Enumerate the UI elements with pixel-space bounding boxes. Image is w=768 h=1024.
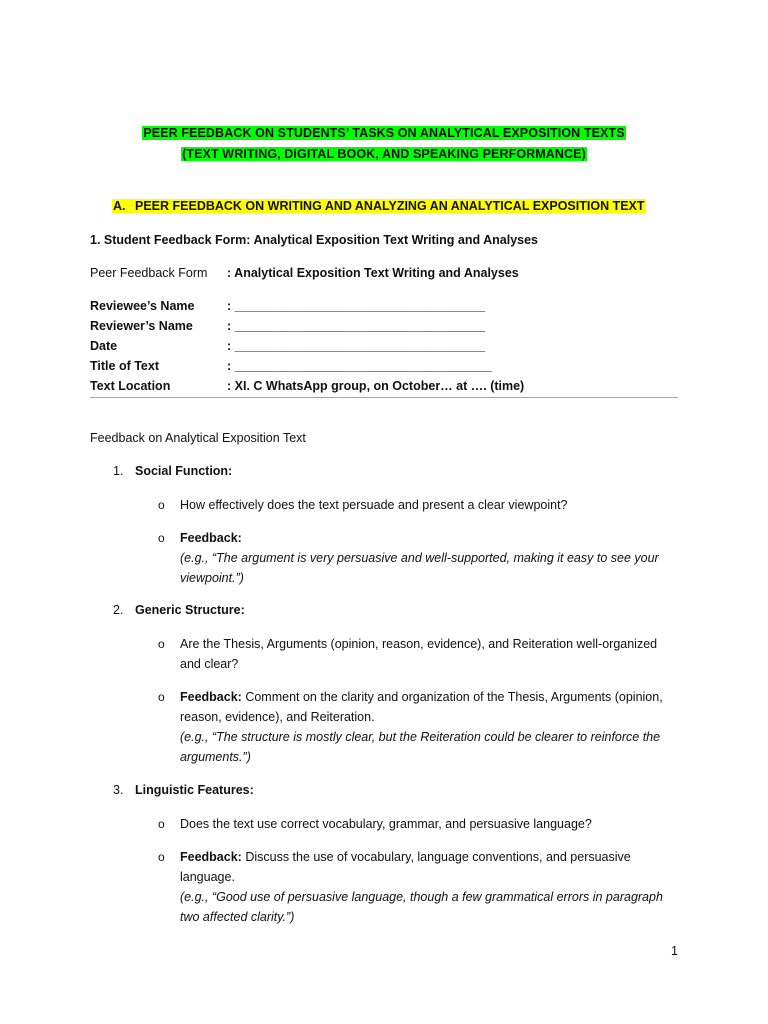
form-label: Date [90, 339, 118, 353]
bullet-question [158, 814, 668, 834]
form-row-peer-feedback-form [90, 266, 519, 280]
reviewer-name-field: : ____________________________________ [227, 319, 485, 333]
form-label: Reviewee’s Name [90, 299, 195, 313]
question-text: How effectively does the text persuade and present a clear viewpoint? [180, 498, 568, 512]
form-label: Peer Feedback Form [90, 266, 208, 280]
form-row-date [90, 339, 485, 353]
question-text: Does the text use correct vocabulary, grammar, and persuasive language? [180, 817, 592, 831]
feedback-text [180, 847, 668, 927]
bullet-feedback [158, 847, 668, 927]
document-title-line-1 [0, 126, 768, 140]
feedback-example: (e.g., “The structure is mostly clear, but the Reiteration could be clearer to reinforce the arguments.”) [180, 730, 661, 764]
date-field: : ____________________________________ [227, 339, 485, 353]
item-number: 1. [113, 464, 124, 478]
bullet-feedback [158, 687, 668, 767]
feedback-text [180, 687, 668, 767]
bullet-circle-icon: o [158, 817, 165, 831]
text-location-value: : XI. C WhatsApp group, on October… at …. (time) [227, 379, 525, 393]
bullet-circle-icon: o [158, 850, 165, 864]
item-label: Linguistic Features: [135, 783, 254, 797]
form-row-text-location [90, 379, 524, 393]
feedback-description: Discuss the use of vocabulary, language conventions, and persuasive language. [180, 850, 631, 884]
numbered-item-social-function [113, 464, 232, 478]
title-highlight: (TEXT WRITING, DIGITAL BOOK, AND SPEAKING PERFORMANCE) [182, 147, 586, 161]
bullet-question [158, 634, 668, 674]
title-of-text-field: : _____________________________________ [227, 359, 492, 373]
section-a-highlight [112, 199, 646, 213]
feedback-section-title: Feedback on Analytical Exposition Text [90, 431, 306, 445]
form-row-reviewee [90, 299, 485, 313]
section-a-number: A. [113, 199, 126, 213]
item-number: 3. [113, 783, 124, 797]
section-a-label: PEER FEEDBACK ON WRITING AND ANALYZING AN ANALYTICAL EXPOSITION TEXT [135, 199, 645, 213]
reviewee-name-field: : ____________________________________ [227, 299, 485, 313]
page-number: 1 [671, 944, 678, 958]
form-label: Text Location [90, 379, 171, 393]
form-heading: 1. Student Feedback Form: Analytical Exposition Text Writing and Analyses [90, 233, 539, 247]
document-title-line-2 [0, 147, 768, 161]
bullet-circle-icon: o [158, 531, 165, 545]
bullet-question [158, 495, 668, 515]
feedback-text [180, 528, 668, 588]
item-number: 2. [113, 603, 124, 617]
feedback-label: Feedback: [180, 531, 242, 545]
form-row-reviewer [90, 319, 485, 333]
title-highlight: PEER FEEDBACK ON STUDENTS’ TASKS ON ANALYTICAL EXPOSITION TEXTS [143, 126, 625, 140]
item-label: Social Function: [135, 464, 233, 478]
form-label: Reviewer’s Name [90, 319, 193, 333]
numbered-item-generic-structure [113, 603, 245, 617]
bullet-circle-icon: o [158, 637, 165, 651]
section-a-heading [112, 199, 646, 213]
question-text: Are the Thesis, Arguments (opinion, reason, evidence), and Reiteration well-organized and clear? [180, 637, 658, 671]
item-label: Generic Structure: [135, 603, 245, 617]
feedback-example: (e.g., “The argument is very persuasive and well-supported, making it easy to see your viewpoint.”) [180, 551, 659, 585]
numbered-item-linguistic-features [113, 783, 254, 797]
feedback-description: Comment on the clarity and organization of the Thesis, Arguments (opinion, reason, evidence), and Reiteration. [180, 690, 663, 724]
bullet-feedback [158, 528, 668, 588]
form-label: Title of Text [90, 359, 159, 373]
form-value: : Analytical Exposition Text Writing and Analyses [227, 266, 519, 280]
bullet-circle-icon: o [158, 498, 165, 512]
feedback-label: Feedback: [180, 850, 242, 864]
feedback-label: Feedback: [180, 690, 242, 704]
feedback-example: (e.g., “Good use of persuasive language, though a few grammatical errors in paragraph two affected clarity.”) [180, 890, 663, 924]
horizontal-divider [90, 397, 678, 398]
form-row-title-of-text [90, 359, 492, 373]
bullet-circle-icon: o [158, 690, 165, 704]
